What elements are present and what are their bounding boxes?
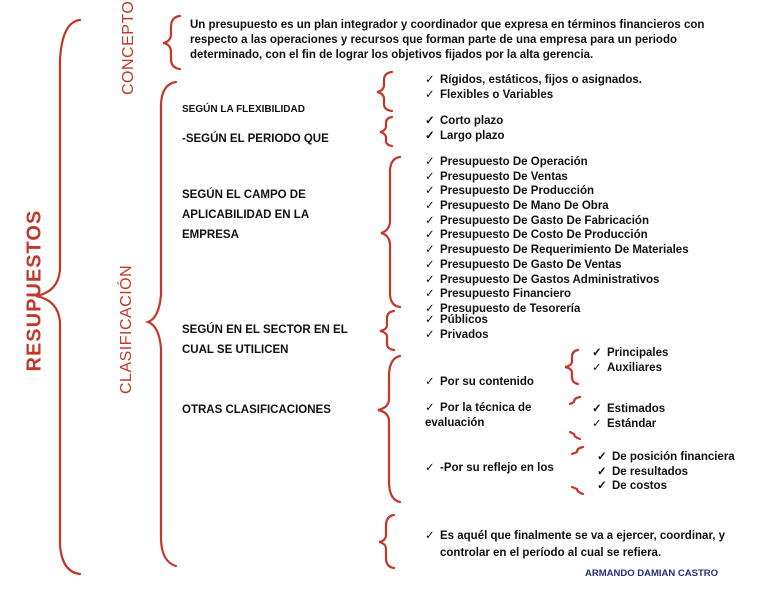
reflection-list: [597, 450, 735, 494]
scope-brace: [381, 157, 400, 307]
check-icon: ✓: [425, 402, 435, 414]
list-item: ✓ Presupuesto De Producción: [425, 185, 595, 198]
check-icon: ✓: [592, 403, 602, 415]
list-item: ✓ Corto plazo: [425, 115, 504, 127]
category-period: -SEGÚN EL PERIODO QUE: [182, 133, 329, 145]
category-sector: SEGÚN EN EL SECTOR EN EL CUAL SE UTILICEN: [182, 324, 348, 356]
list-item: ✓ Públicos: [425, 314, 488, 326]
check-icon: ✓: [425, 530, 435, 542]
list-item: ✓ De costos: [597, 480, 667, 493]
list-item: ✓ Presupuesto De Gasto De Ventas: [425, 258, 622, 271]
check-icon: ✓: [597, 465, 607, 478]
others-brace: [378, 356, 400, 502]
list-item: ✓ De posición financiera: [597, 451, 735, 463]
check-icon: ✓: [425, 200, 435, 213]
subgroup-reflection-label: ✓ -Por su reflejo en los: [425, 462, 554, 474]
sector-brace: [380, 311, 394, 350]
category-flexibility: SEGÚN LA FLEXIBILIDAD: [182, 104, 305, 115]
content-list: [592, 346, 668, 375]
list-item: ✓ Presupuesto de Tesorería: [425, 302, 581, 315]
subgroup-content-label: ✓ Por su contenido: [425, 376, 534, 388]
concept-brace: [163, 16, 180, 69]
list-item: ✓ Presupuesto De Ventas: [425, 170, 568, 183]
check-icon: ✓: [425, 462, 435, 474]
check-icon: ✓: [425, 328, 435, 341]
check-icon: ✓: [425, 258, 435, 271]
list-item: ✓ Auxiliares: [592, 361, 662, 374]
scope-list: [425, 155, 689, 315]
final-note-text: Es aquél que finalmente se va a ejercer, coordinar, y controlar en el período al cual se refiera.: [440, 530, 726, 559]
technique-list: [592, 402, 665, 431]
technique-brace-top: [570, 397, 580, 404]
list-item: ✓ Estándar: [592, 417, 657, 430]
list-item: ✓ Presupuesto De Gasto De Fabricación: [425, 214, 649, 227]
check-icon: ✓: [425, 170, 435, 183]
subgroup-technique-label: ✓ Por la técnica de evaluación: [425, 402, 532, 429]
check-icon: ✓: [425, 302, 435, 315]
period-list: [425, 114, 505, 143]
final-note: [425, 528, 755, 562]
check-icon: ✓: [592, 347, 602, 359]
flex-brace: [377, 72, 392, 111]
check-icon: ✓: [592, 417, 602, 430]
classification-brace: [148, 82, 176, 566]
check-icon: ✓: [597, 451, 607, 463]
check-icon: ✓: [425, 74, 435, 86]
category-scope: SEGÚN EL CAMPO DE APLICABILIDAD EN LA EMPRESA: [182, 189, 309, 241]
list-item: ✓ De resultados: [597, 465, 689, 478]
list-item: ✓ Presupuesto De Gastos Administrativos: [425, 273, 660, 286]
check-icon: ✓: [425, 314, 435, 326]
author-credit: ARMANDO DAMIAN CASTRO: [585, 568, 718, 579]
check-icon: ✓: [425, 185, 435, 198]
check-icon: ✓: [425, 129, 435, 142]
final-brace: [379, 515, 394, 568]
concept-label: CONCEPTO: [120, 0, 137, 95]
check-icon: ✓: [425, 214, 435, 227]
reflection-brace-bottom: [572, 487, 583, 494]
check-icon: ✓: [425, 88, 435, 101]
classification-label: CLASIFICACIÓN: [118, 264, 135, 394]
check-icon: ✓: [425, 156, 435, 168]
check-icon: ✓: [425, 244, 435, 257]
sector-list: [425, 313, 489, 342]
content-brace: [565, 350, 578, 384]
list-item: ✓ Presupuesto Financiero: [425, 288, 572, 301]
check-icon: ✓: [592, 361, 602, 374]
technique-brace-bottom: [570, 432, 580, 439]
check-icon: ✓: [597, 480, 607, 493]
check-icon: ✓: [425, 115, 435, 127]
list-item: ✓ Largo plazo: [425, 129, 505, 142]
list-item: ✓ Presupuesto De Requerimiento De Materiales: [425, 244, 689, 257]
list-item: ✓ Presupuesto De Operación: [425, 156, 588, 168]
check-icon: ✓: [425, 273, 435, 286]
check-icon: ✓: [425, 288, 435, 301]
list-item: ✓ Rígidos, estáticos, fijos o asignados.: [425, 74, 642, 86]
concept-text: Un presupuesto es un plan integrador y coordinador que expresa en términos financieros con respecto a las operaciones y recursos que forman parte de una empresa para un periodo determinado, con el fin de lograr los objetivos fijados por la alta gerencia.: [190, 19, 705, 61]
list-item: ✓ Presupuesto De Mano De Obra: [425, 200, 609, 213]
category-others: OTRAS CLASIFICACIONES: [182, 404, 331, 416]
check-icon: ✓: [425, 376, 435, 388]
main-title: RESUPUESTOS: [23, 209, 46, 372]
flexibility-list: [425, 73, 642, 102]
check-icon: ✓: [425, 229, 435, 242]
list-item: ✓ Presupuesto De Costo De Producción: [425, 229, 648, 242]
list-item: ✓ Flexibles o Variables: [425, 88, 554, 101]
list-item: ✓ Estimados: [592, 403, 666, 415]
list-item: ✓ Privados: [425, 328, 489, 341]
period-brace: [380, 117, 392, 146]
reflection-brace-top: [572, 447, 583, 454]
list-item: ✓ Principales: [592, 347, 669, 359]
